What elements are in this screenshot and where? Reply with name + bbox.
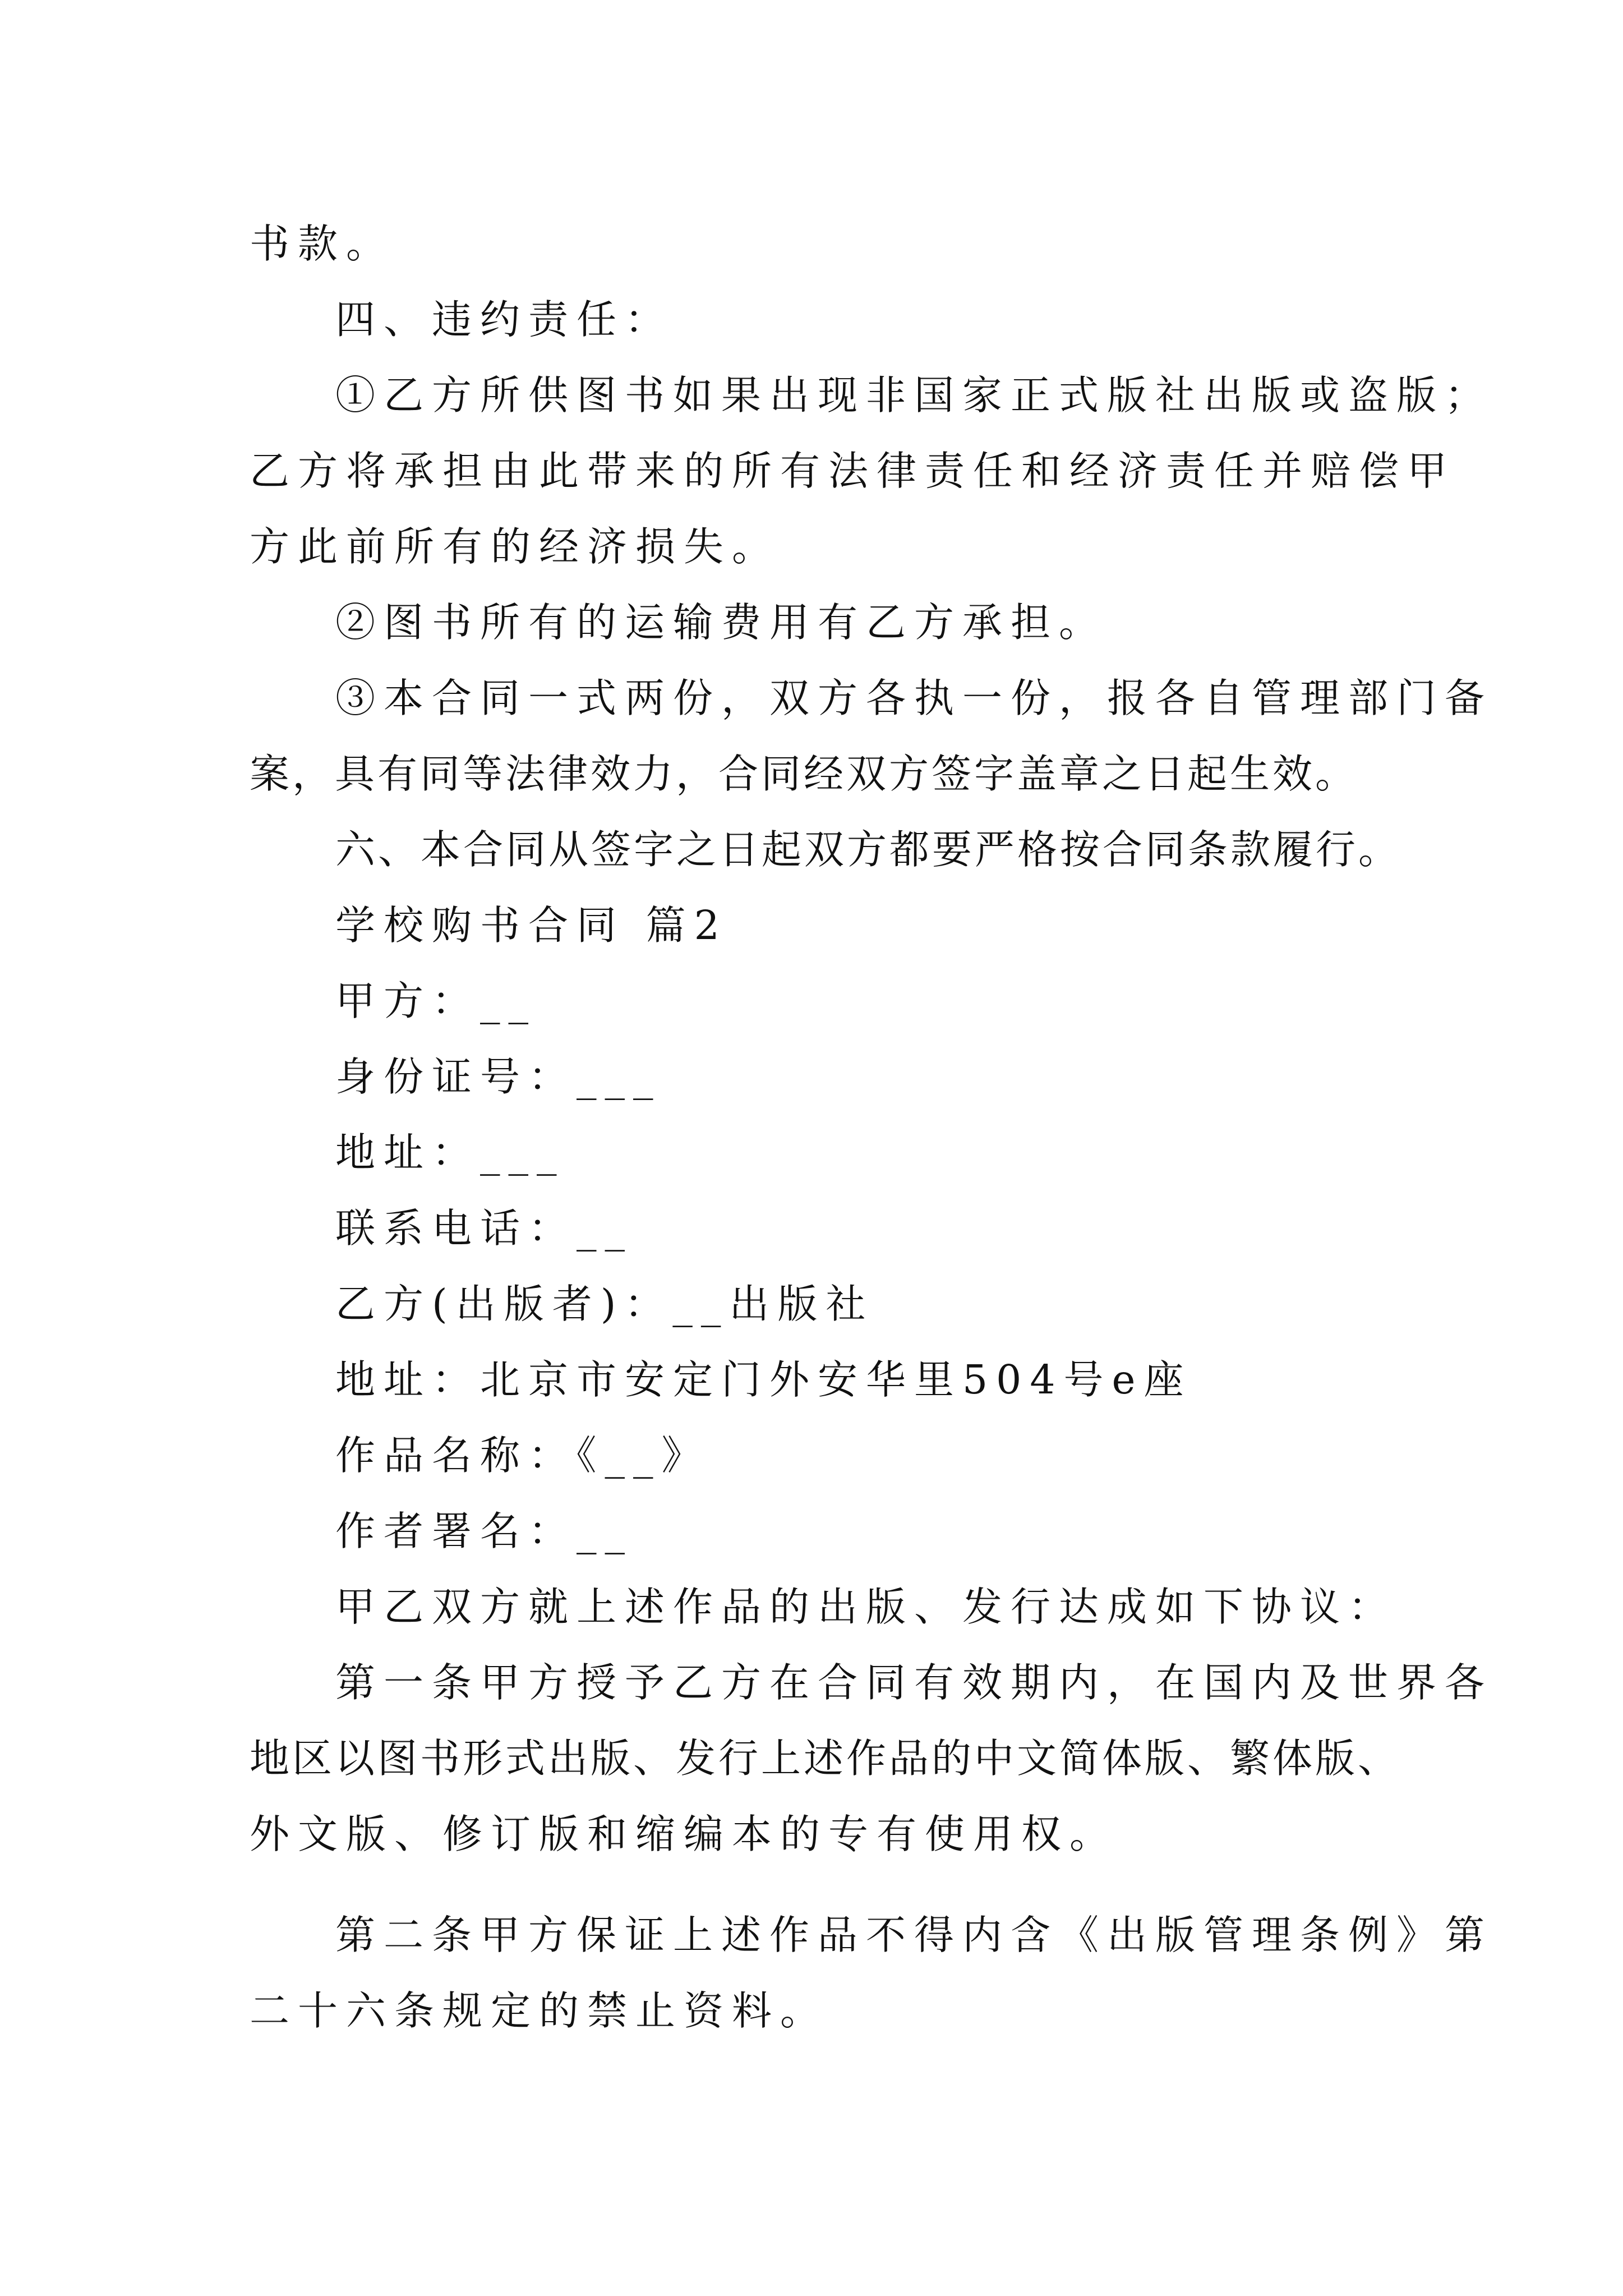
text-line-article-1: 第一条甲方授予乙方在合同有效期内，在国内及世界各 <box>335 1659 1493 1706</box>
text-line-breach-3-cont: 案，具有同等法律效力，合同经双方签字盖章之日起生效。 <box>250 751 1358 797</box>
field-address-b: 地址：北京市安定门外安华里504号e座 <box>335 1356 1192 1403</box>
text-line-article-2: 第二条甲方保证上述作品不得内含《出版管理条例》第 <box>335 1912 1493 1958</box>
text-line-article-1-end: 外文版、修订版和缩编本的专有使用权。 <box>250 1811 1118 1857</box>
text-line-breach-2: ②图书所有的运输费用有乙方承担。 <box>335 599 1108 646</box>
field-party-a: 甲方：__ <box>335 978 537 1024</box>
text-line-breach-1-end: 方此前所有的经济损失。 <box>250 523 781 570</box>
field-id-number: 身份证号：___ <box>335 1053 662 1100</box>
text-line-breach-3: ③本合同一式两份，双方各执一份，报各自管理部门备 <box>335 675 1493 721</box>
field-author-name: 作者署名：__ <box>335 1508 634 1554</box>
field-phone: 联系电话：__ <box>335 1205 634 1251</box>
section-heading-breach: 四、违约责任： <box>335 296 674 343</box>
field-party-b: 乙方(出版者)：__出版社 <box>335 1281 874 1327</box>
text-line-agreement-intro: 甲乙双方就上述作品的出版、发行达成如下协议： <box>335 1584 1397 1630</box>
text-line-breach-1-cont: 乙方将承担由此带来的所有法律责任和经济责任并赔偿甲 <box>250 448 1456 494</box>
text-line-payment: 书款。 <box>250 220 395 267</box>
text-line-article-1-cont: 地区以图书形式出版、发行上述作品的中文简体版、繁体版、 <box>250 1735 1401 1782</box>
section-title-contract-2: 学校购书合同 篇2 <box>335 902 728 949</box>
text-line-article-2-end: 二十六条规定的禁止资料。 <box>250 1987 829 2034</box>
field-work-title: 作品名称：《__》 <box>335 1432 710 1479</box>
field-address-a: 地址：___ <box>335 1129 565 1176</box>
text-line-breach-1: ①乙方所供图书如果出现非国家正式版社出版或盗版； <box>335 372 1493 418</box>
text-line-clause-six: 六、本合同从签字之日起双方都要严格按合同条款履行。 <box>335 826 1401 873</box>
